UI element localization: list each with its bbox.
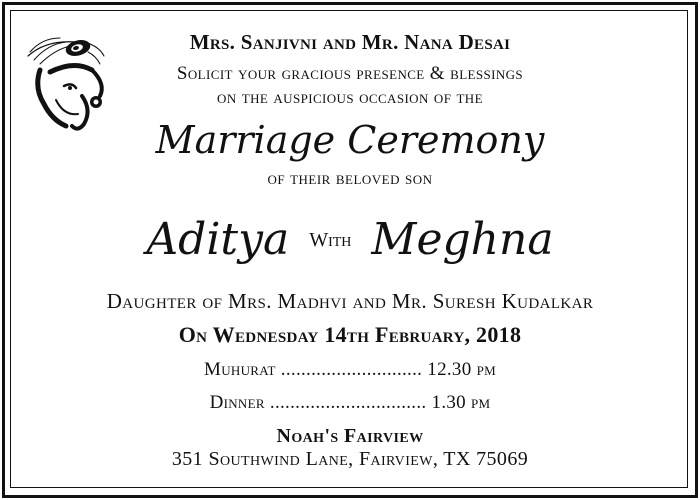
solicitation-line-1: Solicit your gracious presence & blessings — [176, 63, 524, 84]
schedule-dots: ............................ — [280, 359, 423, 380]
groom-name: Aditya — [146, 214, 290, 265]
schedule-time: 1.30 pm — [431, 392, 491, 413]
schedule-event: Dinner — [209, 392, 265, 413]
venue-name: Noah's Fairview — [276, 425, 424, 447]
venue-address: 351 Southwind Lane, Fairview, TX 75069 — [171, 448, 529, 470]
schedule-dots: ............................... — [269, 392, 427, 413]
occasion-title: Marriage Ceremony — [155, 118, 545, 162]
relation-line: of their beloved son — [267, 168, 433, 188]
schedule-time: 12.30 pm — [427, 359, 496, 380]
schedule-row-muhurat — [0, 359, 700, 381]
schedule-event: Muhurat — [204, 359, 276, 380]
couple-names — [0, 214, 700, 265]
bride-parents-line: Daughter of Mrs. Madhvi and Mr. Suresh Kudalkar — [106, 289, 594, 313]
bride-name: Meghna — [371, 214, 554, 265]
date-line: On Wednesday 14th February, 2018 — [178, 322, 522, 347]
hosts-line: Mrs. Sanjivni and Mr. Nana Desai — [189, 30, 511, 54]
joiner-word: With — [309, 229, 352, 251]
solicitation-line-2: on the auspicious occasion of the — [217, 87, 483, 108]
schedule-row-dinner — [0, 392, 700, 414]
